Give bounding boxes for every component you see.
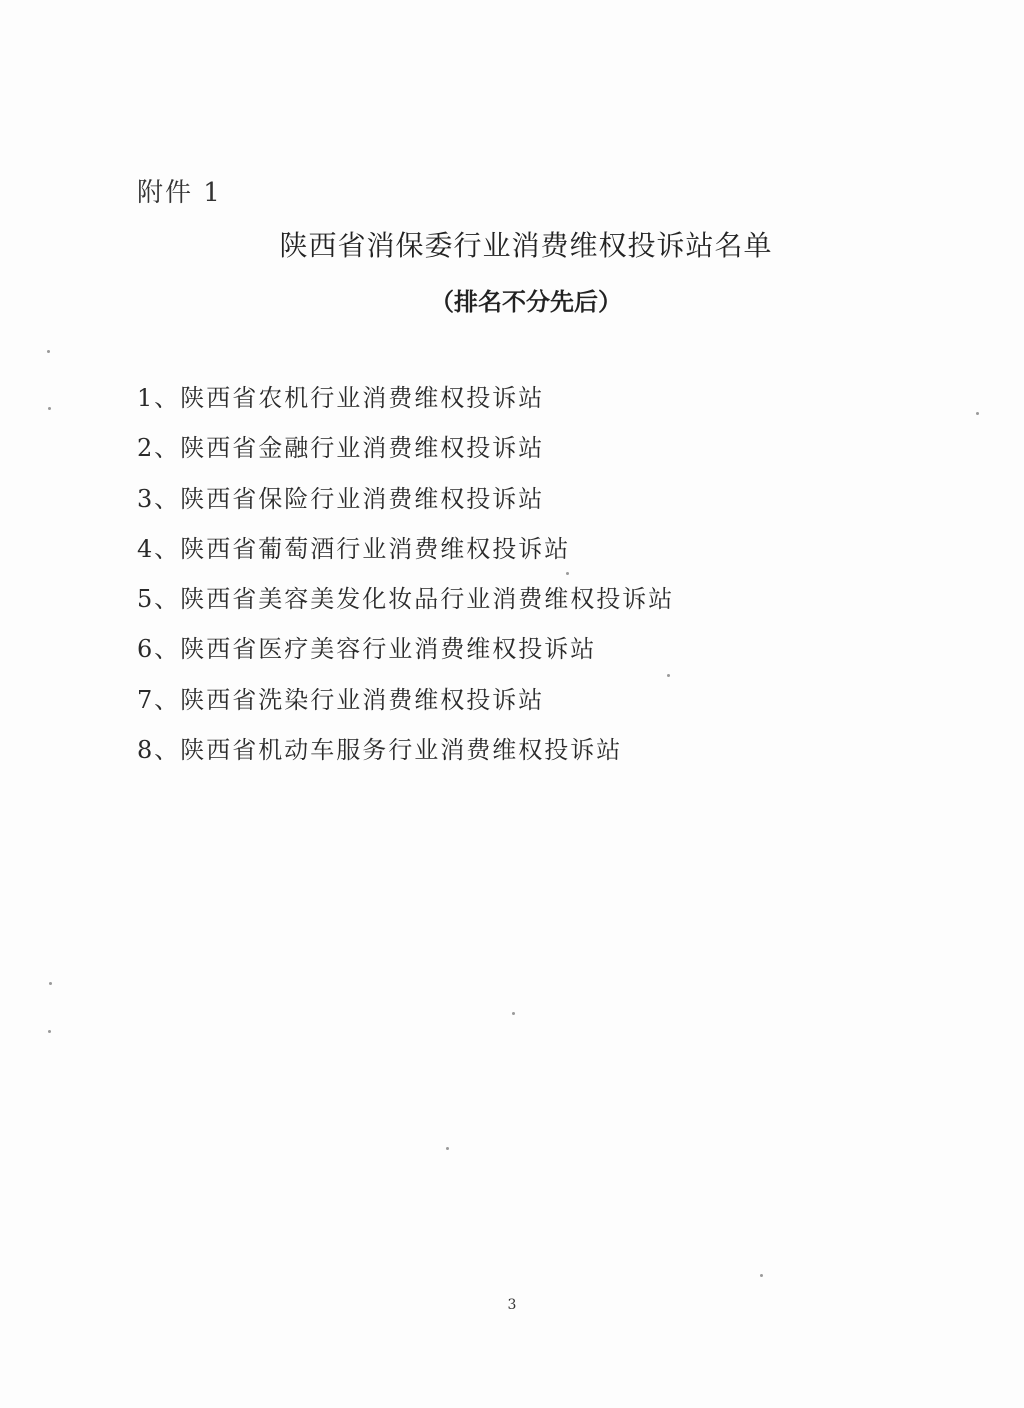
list-item: 4、陕西省葡萄酒行业消费维权投诉站 bbox=[137, 534, 571, 563]
scan-speck bbox=[760, 1274, 763, 1277]
station-list bbox=[137, 378, 674, 780]
scan-speck bbox=[976, 412, 979, 415]
list-item: 1、陕西省农机行业消费维权投诉站 bbox=[137, 384, 545, 412]
list-item: 7、陕西省洗染行业消费维权投诉站 bbox=[137, 685, 545, 714]
list-item: 2、陕西省金融行业消费维权投诉站 bbox=[137, 434, 545, 463]
document-title: 陕西省消保委行业消费维权投诉站名单 bbox=[279, 229, 773, 262]
scan-speck bbox=[48, 1030, 51, 1033]
list-item: 3、陕西省保险行业消费维权投诉站 bbox=[137, 484, 545, 513]
scan-speck bbox=[566, 572, 569, 575]
scan-speck bbox=[47, 350, 50, 353]
list-item: 8、陕西省机动车服务行业消费维权投诉站 bbox=[137, 736, 623, 765]
scan-speck bbox=[667, 674, 670, 677]
attachment-label: 附件 1 bbox=[137, 178, 222, 208]
list-item: 6、陕西省医疗美容行业消费维权投诉站 bbox=[137, 635, 597, 664]
document-subtitle: （排名不分先后） bbox=[430, 288, 622, 316]
scan-speck bbox=[49, 982, 52, 985]
scan-speck bbox=[48, 407, 51, 410]
list-item: 5、陕西省美容美发化妆品行业消费维权投诉站 bbox=[137, 585, 675, 614]
scan-speck bbox=[446, 1147, 449, 1150]
page-number: 3 bbox=[507, 1297, 517, 1313]
scan-speck bbox=[512, 1012, 515, 1015]
